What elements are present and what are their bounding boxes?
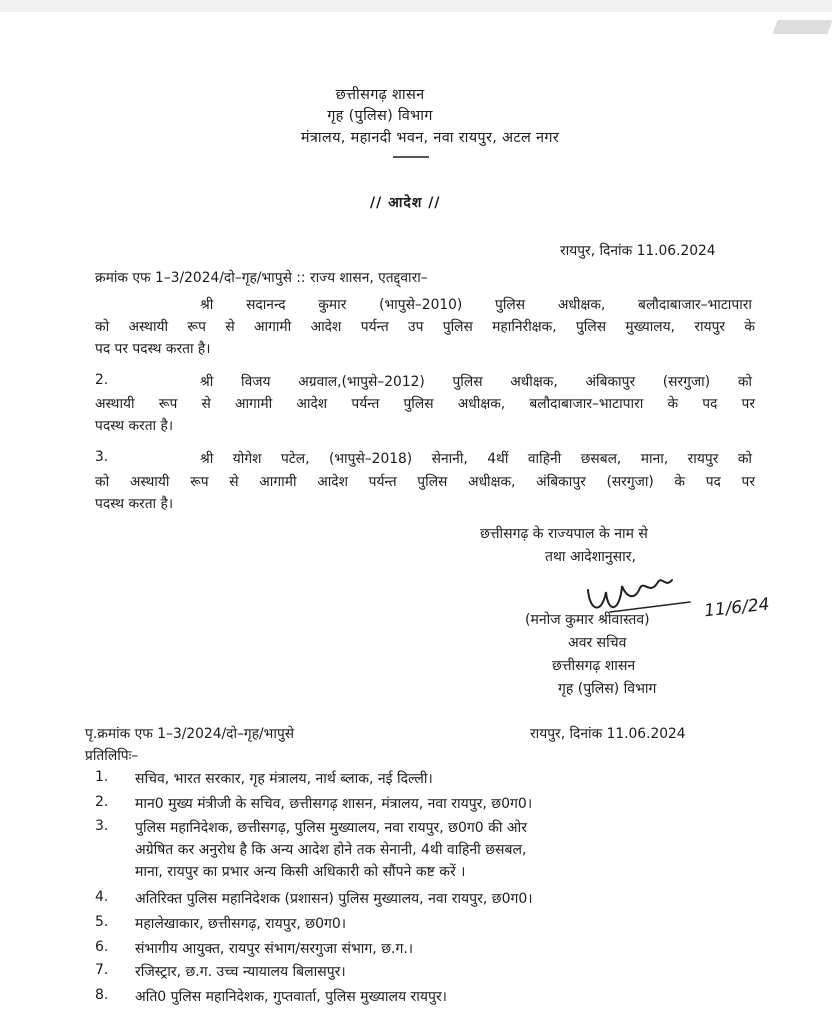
copy-label: प्रतिलिपिः– <box>85 748 139 764</box>
signatory-name: (मनोज कुमार श्रीवास्तव) <box>525 612 650 628</box>
copy-item-text: पुलिस महानिदेशक, छत्तीसगढ़, पुलिस मुख्यालय, नवा रायपुर, छ0ग0 की ओर <box>135 820 527 836</box>
copy-item-text: माना, रायपुर का प्रभार अन्य किसी अधिकारी को सौंपने कष्ट करें । <box>135 864 466 880</box>
order-2-line-3: पदस्थ करता है। <box>95 418 174 434</box>
order-3-number: 3. <box>95 449 109 465</box>
order-2-line-1: श्री विजय अग्रवाल,(भापुसे–2012) पुलिस अधीक्षक, अंबिकापुर (सरगुजा) को <box>200 374 752 390</box>
copy-item-text: संभागीय आयुक्त, रायपुर संभाग/सरगुजा संभाग, छ.ग.। <box>135 941 414 957</box>
signatory-designation: अवर सचिव <box>568 635 627 651</box>
copy-item-text: रजिस्ट्रार, छ.ग. उच्च न्यायालय बिलासपुर। <box>135 964 346 980</box>
copy-item-number: 2. <box>95 794 109 810</box>
copy-item-number: 1. <box>95 769 109 785</box>
endorsement-place-date: रायपुर, दिनांक 11.06.2024 <box>530 726 686 742</box>
copy-item-number: 3. <box>95 818 109 834</box>
order-3-line-2: को अस्थायी रूप से आगामी आदेश पर्यन्त पुलिस अधीक्षक, अंबिकापुर (सरगुजा) के पद पर <box>95 474 755 490</box>
signatory-government: छत्तीसगढ़ शासन <box>552 658 636 674</box>
signature-date: 11/6/24 <box>703 594 771 622</box>
order-2-line-2: अस्थायी रूप से आगामी आदेश पर्यन्त पुलिस अधीक्षक, बलौदाबाजार–भाटापारा के पद पर <box>95 396 755 412</box>
header-government: छत्तीसगढ़ शासन <box>335 87 425 103</box>
order-1-line-1: श्री सदानन्द कुमार (भापुसे–2010) पुलिस अधीक्षक, बलौदाबाजार–भाटापारा <box>200 297 752 313</box>
scan-top-strip <box>0 0 832 12</box>
order-title: // आदेश // <box>370 195 441 211</box>
copy-item-number: 7. <box>95 962 109 978</box>
copy-item-number: 4. <box>95 889 109 905</box>
copy-item-number: 6. <box>95 939 109 955</box>
order-reference: क्रमांक एफ 1–3/2024/दो–गृह/भापुसे :: राज्य शासन, एतद्द्वारा– <box>95 270 428 286</box>
order-3-line-1: श्री योगेश पटेल, (भापुसे–2018) सेनानी, 4थीं वाहिनी छसबल, माना, रायपुर को <box>200 451 752 467</box>
scan-mark <box>772 20 832 34</box>
signatory-department: गृह (पुलिस) विभाग <box>558 681 657 697</box>
copy-item-text: अति0 पुलिस महानिदेशक, गुप्तवार्ता, पुलिस मुख्यालय रायपुर। <box>135 989 447 1005</box>
order-1-line-3: पद पर पदस्थ करता है। <box>95 341 211 357</box>
copy-item-text: अतिरिक्त पुलिस महानिदेशक (प्रशासन) पुलिस मुख्यालय, नवा रायपुर, छ0ग0। <box>135 891 533 907</box>
authority-line-2: तथा आदेशानुसार, <box>545 549 636 565</box>
copy-item-text: मान0 मुख्य मंत्रीजी के सचिव, छत्तीसगढ़ शासन, मंत्रालय, नवा रायपुर, छ0ग0। <box>135 796 533 812</box>
copy-item-text: अग्रेषित कर अनुरोध है कि अन्य आदेश होने तक सेनानी, 4थी वाहिनी छसबल, <box>135 842 527 858</box>
order-place-date: रायपुर, दिनांक 11.06.2024 <box>560 243 716 259</box>
copy-item-text: महालेखाकार, छत्तीसगढ़, रायपुर, छ0ग0। <box>135 916 347 932</box>
order-2-number: 2. <box>95 372 109 388</box>
header-address: मंत्रालय, महानदी भवन, नवा रायपुर, अटल नगर <box>300 130 560 146</box>
authority-line-1: छत्तीसगढ़ के राज्यपाल के नाम से <box>480 526 648 542</box>
header-department: गृह (पुलिस) विभाग <box>327 108 433 124</box>
copy-item-number: 5. <box>95 914 109 930</box>
endorsement-reference: पृ.क्रमांक एफ 1–3/2024/दो–गृह/भापुसे <box>85 726 295 742</box>
header-underline <box>393 156 429 158</box>
order-1-line-2: को अस्थायी रूप से आगामी आदेश पर्यन्त उप पुलिस महानिरीक्षक, पुलिस मुख्यालय, रायपुर के <box>95 319 755 335</box>
copy-item-number: 8. <box>95 987 109 1003</box>
copy-item-text: सचिव, भारत सरकार, गृह मंत्रालय, नार्थ ब्लाक, नई दिल्ली। <box>135 771 433 787</box>
order-3-line-3: पदस्थ करता है। <box>95 496 174 512</box>
